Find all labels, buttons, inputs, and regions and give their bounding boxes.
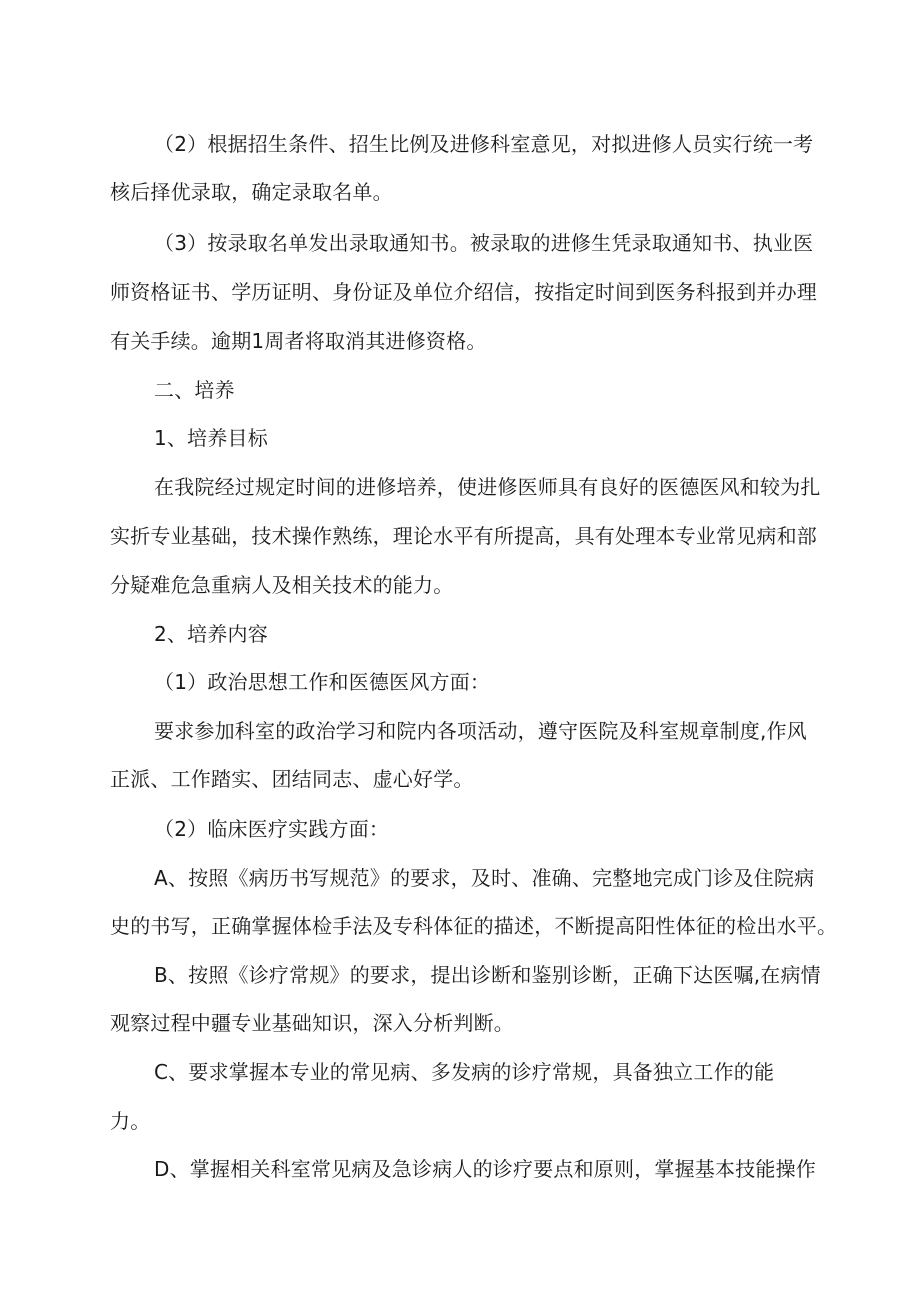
paragraph-line: 实折专业基础，技术操作熟练，理论水平有所提高，具有处理本专业常见病和部 [110,524,817,548]
paragraph-line: C、要求掌握本专业的常见病、多发病的诊疗常规，具备独立工作的能 [154,1060,775,1084]
paragraph-line: 要求参加科室的政治学习和院内各项活动，遵守医院及科室规章制度,作风 [154,719,807,743]
subsection-heading: 2、培养内容 [154,622,268,646]
paragraph-line: 分疑难危急重病人及相关技术的能力。 [110,573,454,597]
paragraph-line: 观察过程中疆专业基础知识，深入分析判断。 [110,1011,514,1035]
paragraph-line: 正派、工作踏实、团结同志、虚心好学。 [110,767,474,791]
paragraph-line: （3）按录取名单发出录取通知书。被录取的进修生凭录取通知书、执业医 [154,231,814,255]
paragraph-line: 在我院经过规定时间的进修培养，使进修医师具有良好的医德医风和较为扎 [154,475,821,499]
subsection-heading: 1、培养目标 [154,426,268,450]
paragraph-line: （1）政治思想工作和医德医风方面： [154,670,491,694]
paragraph-line: A、按照《病历书写规范》的要求，及时、准确、完整地完成门诊及住院病 [154,866,815,890]
paragraph-line: 力。 [110,1109,151,1133]
section-heading: 二、培养 [154,378,235,402]
paragraph-line: 核后择优录取，确定录取名单。 [110,180,393,204]
paragraph-line: D、掌握相关科室常见病及急诊病人的诊疗要点和原则，掌握基本技能操作 [154,1157,816,1181]
paragraph-line: （2）根据招生条件、招生比例及进修科室意见，对拟进修人员实行统一考 [154,132,814,156]
paragraph-line: （2）临床医疗实践方面： [154,817,390,841]
paragraph-line: 师资格证书、学历证明、身份证及单位介绍信，按指定时间到医务科报到并办理 [110,280,817,304]
paragraph-line: 史的书写，正确掌握体检手法及专科体征的描述，不断提高阳性体征的检出水平。 [110,914,838,938]
paragraph-line: 有关手续。逾期1周者将取消其进修资格。 [110,329,487,353]
paragraph-line: B、按照《诊疗常规》的要求，提出诊断和鉴别诊断，正确下达医嘱,在病情 [154,963,821,987]
